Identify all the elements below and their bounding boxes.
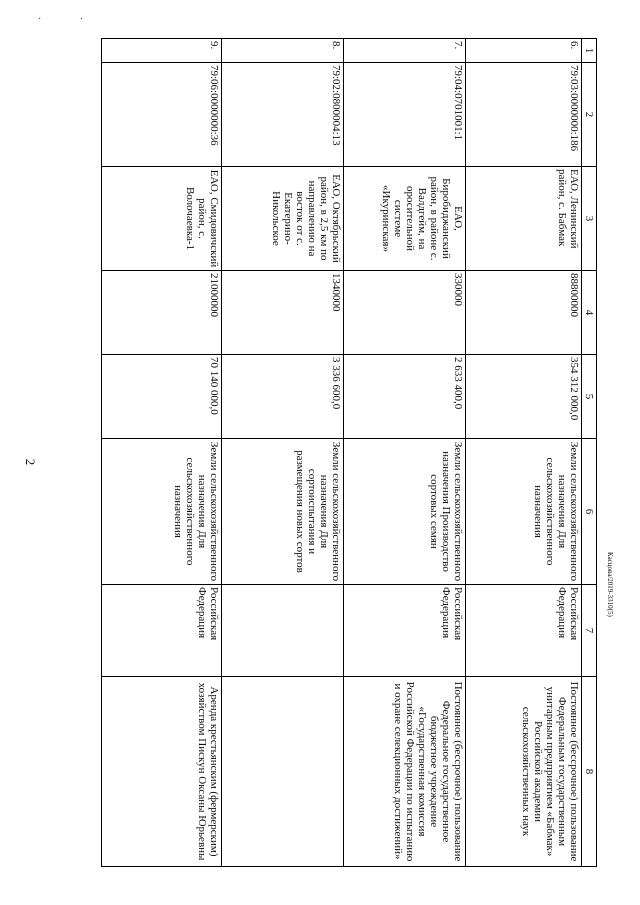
cadastral-number: 79:06:0000000:36 — [102, 63, 222, 167]
footer-reference: Касцова/2019-3310(5) — [606, 552, 614, 617]
owner: Российская Федерация — [344, 585, 466, 677]
table-row — [222, 39, 344, 867]
cadastral-value: 3 336 600,0 — [222, 355, 344, 439]
cadastral-value: 354 312 000,0 — [466, 355, 582, 439]
table-row — [102, 39, 222, 867]
row-number: 7. — [344, 39, 466, 63]
land-category: Земли сельскохозяйственного назначения Для сельскохозяйственного назначения — [466, 439, 582, 585]
cadastral-value: 2 633 400,0 — [344, 355, 466, 439]
right-holder: Постоянное (бессрочное) пользование Федеральное государственное бюджетное учреждение «Государственная комиссия Российской Федерации по испытанию и охране селекционных достижений» — [344, 677, 466, 867]
column-header: 3 — [582, 167, 597, 271]
right-holder — [222, 677, 344, 867]
land-category: Земли сельскохозяйственного назначения Производство сортовых семян — [344, 439, 466, 585]
land-category: Земли сельскохозяйственного назначения Для сельскохозяйственного назначения — [102, 439, 222, 585]
column-header: 8 — [582, 677, 597, 867]
area: 1340000 — [222, 271, 344, 355]
right-holder: Аренда крестьянским (фермерским) хозяйством Пискун Оксаны Юрьевны — [102, 677, 222, 867]
area: 21000000 — [102, 271, 222, 355]
row-number: 8. — [222, 39, 344, 63]
land-category: Земли сельскохозяйственного назначения Для сортоиспытания и размещения новых сортов — [222, 439, 344, 585]
row-number: 6. — [466, 39, 582, 63]
location: ЕАО, Смидовичский район, с. Волочаевка-1 — [102, 167, 222, 271]
area: 88800000 — [466, 271, 582, 355]
owner — [222, 585, 344, 677]
location: ЕАО, Ленинский район, с. Бабмак — [466, 167, 582, 271]
column-header: 7 — [582, 585, 597, 677]
column-header: 1 — [582, 39, 597, 63]
scan-dots: · · — [38, 14, 102, 25]
table-row — [344, 39, 466, 867]
cadastral-value: 70 140 000,0 — [102, 355, 222, 439]
column-header: 5 — [582, 355, 597, 439]
location: ЕАО, Октябрьский район, в 2,5 км по направлению на восток от с. Екатерино-Никольское — [222, 167, 344, 271]
cadastral-number: 79:02:0800004:13 — [222, 63, 344, 167]
land-plots-table — [101, 38, 597, 867]
right-holder: Постоянное (бессрочное) пользование Федеральным государственным унитарным предприятием «Бабмак» Российской академии сельскохозяйственных наук — [466, 677, 582, 867]
cadastral-number: 79:03:0000000:186 — [466, 63, 582, 167]
owner: Российская Федерация — [466, 585, 582, 677]
table-row — [466, 39, 582, 867]
owner: Российская Федерация — [102, 585, 222, 677]
location: ЕАО, Биробиджанский район, в районе с. Валдгейм, на оросительной системе «Икуринская» — [344, 167, 466, 271]
page-number: 2 — [23, 458, 38, 466]
area: 330000 — [344, 271, 466, 355]
cadastral-number: 79:04:0701001:1 — [344, 63, 466, 167]
column-header: 4 — [582, 271, 597, 355]
column-number-row — [582, 39, 597, 867]
column-header: 6 — [582, 439, 597, 585]
row-number: 9. — [102, 39, 222, 63]
column-header: 2 — [582, 63, 597, 167]
